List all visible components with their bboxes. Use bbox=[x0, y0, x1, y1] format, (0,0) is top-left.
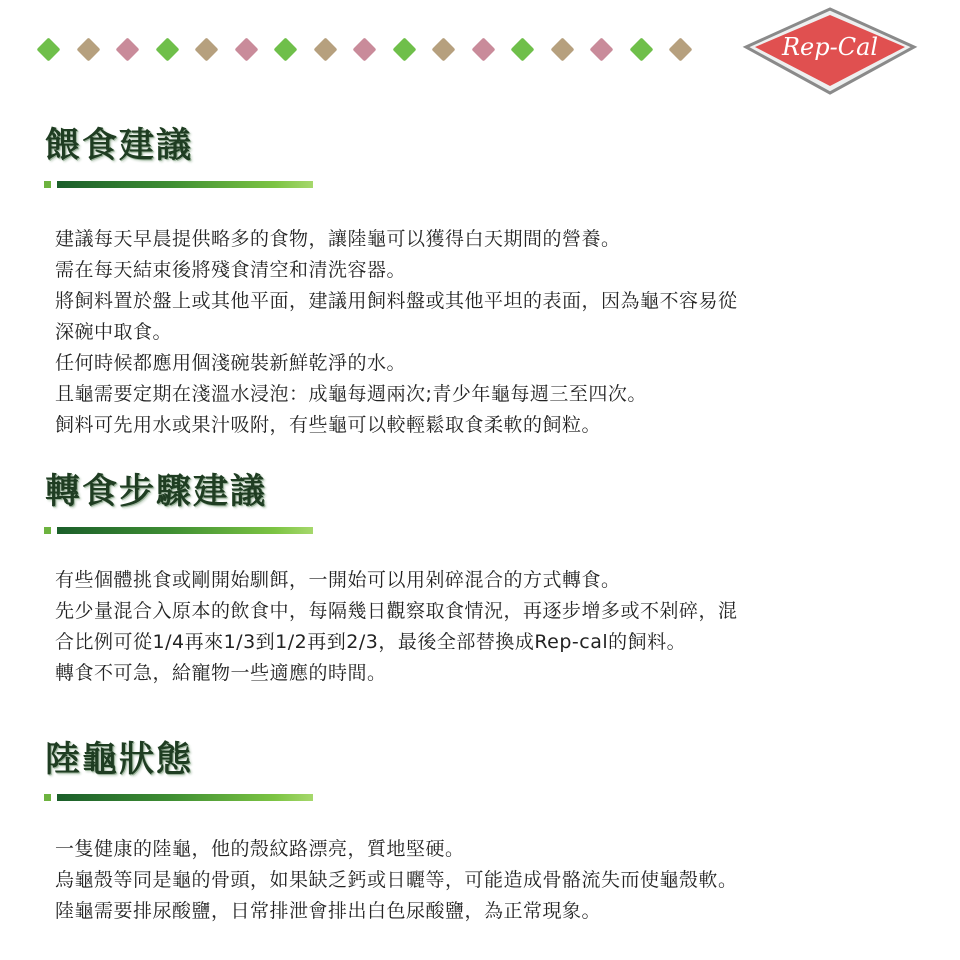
paragraph-line: 建議每天早晨提供略多的食物，讓陸龜可以獲得白天期間的營養。 bbox=[55, 228, 621, 250]
section-title: 餵食建議 bbox=[45, 125, 194, 166]
diamond-ornament bbox=[471, 37, 495, 61]
paragraph-line: 且龜需要定期在淺溫水浸泡：成龜每週兩次;青少年龜每週三至四次。 bbox=[55, 383, 647, 405]
diamond-ornament bbox=[629, 37, 653, 61]
section-underline bbox=[44, 181, 314, 188]
paragraph-line: 一隻健康的陸龜，他的殼紋路漂亮，質地堅硬。 bbox=[55, 838, 465, 860]
paragraph-line: 有些個體挑食或剛開始馴餌，一開始可以用剁碎混合的方式轉食。 bbox=[55, 569, 621, 591]
diamond-ornament bbox=[510, 37, 534, 61]
section-body bbox=[55, 224, 915, 441]
logo-text: Rep-Cal bbox=[781, 33, 879, 61]
paragraph-line: 陸龜需要排尿酸鹽，日常排泄會排出白色尿酸鹽，為正常現象。 bbox=[55, 900, 602, 922]
section-underline bbox=[44, 527, 314, 534]
paragraph-line: 需在每天結束後將殘食清空和清洗容器。 bbox=[55, 259, 407, 281]
diamond-ornament bbox=[76, 37, 100, 61]
diamond-ornament bbox=[550, 37, 574, 61]
paragraph-line: 合比例可從1/4再來1/3到1/2再到2/3，最後全部替換成Rep-cal的飼料。 bbox=[55, 631, 687, 653]
diamond-ornament bbox=[431, 37, 455, 61]
section-body bbox=[55, 565, 915, 689]
rep-cal-logo bbox=[742, 5, 918, 97]
paragraph-line: 先少量混合入原本的飲食中，每隔幾日觀察取食情況，再逐步增多或不剁碎，混 bbox=[55, 600, 738, 622]
diamond-ornament bbox=[194, 37, 218, 61]
paragraph-line: 深碗中取食。 bbox=[55, 321, 173, 343]
diamond-ornament bbox=[234, 37, 258, 61]
diamond-ornament bbox=[115, 37, 139, 61]
diamond-ornament bbox=[589, 37, 613, 61]
section-title: 轉食步驟建議 bbox=[45, 471, 268, 512]
diamond-ornament bbox=[155, 37, 179, 61]
section-title: 陸龜狀態 bbox=[45, 739, 194, 780]
diamond-ornament bbox=[668, 37, 692, 61]
diamond-ornament bbox=[392, 37, 416, 61]
paragraph-line: 轉食不可急，給寵物一些適應的時間。 bbox=[55, 662, 387, 684]
section-body bbox=[55, 834, 915, 927]
paragraph-line: 任何時候都應用個淺碗裝新鮮乾淨的水。 bbox=[55, 352, 407, 374]
paragraph-line: 烏龜殼等同是龜的骨頭，如果缺乏鈣或日曬等，可能造成骨骼流失而使龜殼軟。 bbox=[55, 869, 738, 891]
diamond-ornament bbox=[273, 37, 297, 61]
diamond-ornament bbox=[352, 37, 376, 61]
diamond-ornament bbox=[36, 37, 60, 61]
paragraph-line: 將飼料置於盤上或其他平面，建議用飼料盤或其他平坦的表面，因為龜不容易從 bbox=[55, 290, 738, 312]
paragraph-line: 飼料可先用水或果汁吸附，有些龜可以較輕鬆取食柔軟的飼粒。 bbox=[55, 414, 602, 436]
section-underline bbox=[44, 794, 314, 801]
diamond-ornament bbox=[313, 37, 337, 61]
